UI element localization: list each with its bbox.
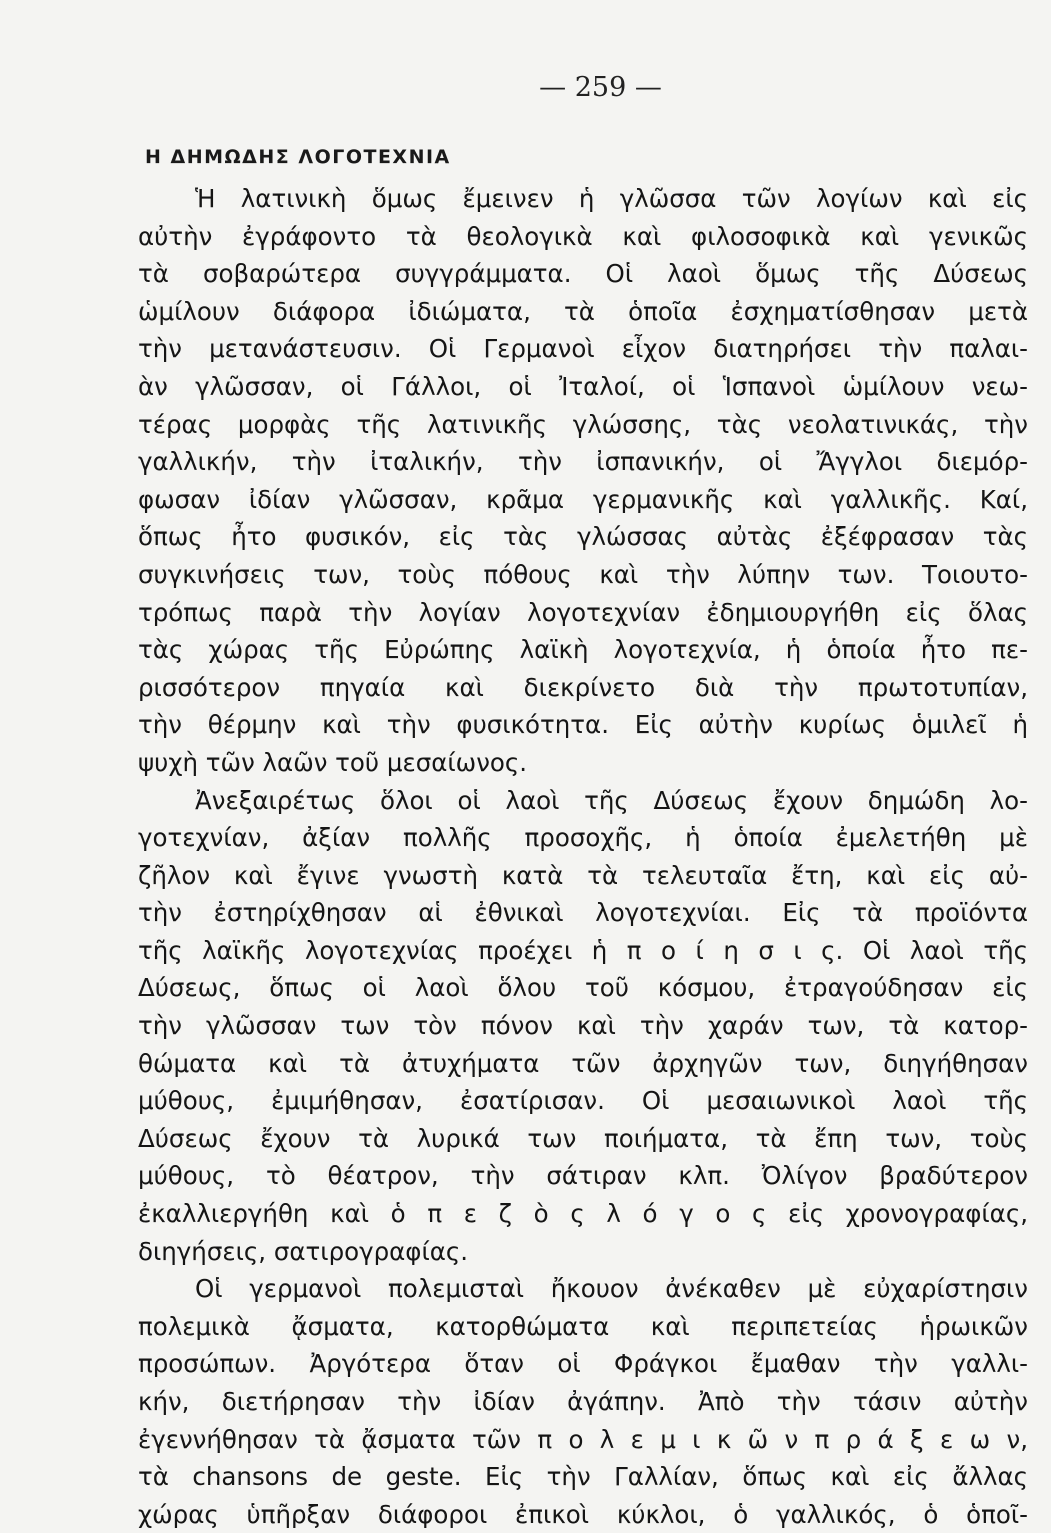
- text-line: ρισσότερον πηγαία καὶ διεκρίνετο διὰ τὴν πρωτοτυπίαν,: [138, 672, 1028, 702]
- text-line: τὴν μετανάστευσιν. Οἱ Γερμανοὶ εἶχον διατηρήσει τὴν παλαι-: [138, 334, 1028, 364]
- text-line: ψυχὴ τῶν λαῶν τοῦ μεσαίωνος.: [138, 747, 528, 777]
- text-line: τὴν γλῶσσαν των τὸν πόνον καὶ τὴν χαράν των, τὰ κατορ-: [138, 1011, 1028, 1041]
- text-line: γαλλικήν, τὴν ἰταλικήν, τὴν ἰσπανικήν, οἱ Ἄγγλοι διεμόρ-: [138, 447, 1028, 477]
- text-line: τὰ chansons de geste. Εἰς τὴν Γαλλίαν, ὅπως καὶ εἰς ἄλλας: [138, 1462, 1028, 1492]
- text-line: Δύσεως ἔχουν τὰ λυρικά των ποιήματα, τὰ ἔπη των, τοὺς: [138, 1123, 1028, 1153]
- text-line: μύθους, ἐμιμήθησαν, ἐσατίρισαν. Οἱ μεσαιωνικοὶ λαοὶ τῆς: [138, 1086, 1028, 1116]
- text-line: γοτεχνίαν, ἀξίαν πολλῆς προσοχῆς, ἡ ὁποία ἐμελετήθη μὲ: [138, 823, 1028, 853]
- text-line: συγκινήσεις των, τοὺς πόθους καὶ τὴν λύπην των. Τοιουτο-: [138, 559, 1028, 589]
- text-line: τὴν θέρμην καὶ τὴν φυσικότητα. Εἰς αὐτὴν κυρίως ὁμιλεῖ ἡ: [138, 710, 1028, 740]
- text-line: τὴν ἐστηρίχθησαν αἱ ἐθνικαὶ λογοτεχνίαι. Εἰς τὰ προϊόντα: [138, 898, 1028, 928]
- text-line: τὰ σοβαρώτερα συγγράμματα. Οἱ λαοὶ ὅμως τῆς Δύσεως: [138, 259, 1028, 289]
- text-line: ὡμίλουν διάφορα ἰδιώματα, τὰ ὁποῖα ἐσχηματίσθησαν μετὰ: [138, 296, 1028, 326]
- text-line: θώματα καὶ τὰ ἀτυχήματα τῶν ἀρχηγῶν των, διηγήθησαν: [138, 1048, 1028, 1078]
- text-line: κήν, διετήρησαν τὴν ἰδίαν ἀγάπην. Ἀπὸ τὴν τάσιν αὐτὴν: [138, 1387, 1028, 1416]
- text-line: χώρας ὑπῆρξαν διάφοροι ἐπικοὶ κύκλοι, ὁ γαλλικός, ὁ ὁποῖ-: [138, 1499, 1028, 1529]
- text-line: ζῆλον καὶ ἔγινε γνωστὴ κατὰ τὰ τελευταῖα ἔτη, καὶ εἰς αὐ-: [138, 860, 1028, 890]
- text-line: Δύσεως, ὅπως οἱ λαοὶ ὅλου τοῦ κόσμου, ἐτραγούδησαν εἰς: [138, 973, 1028, 1003]
- text-line: Ἀνεξαιρέτως ὅλοι οἱ λαοὶ τῆς Δύσεως ἔχουν δημώδη λο-: [195, 785, 1028, 815]
- text-line: τὰς χώρας τῆς Εὐρώπης λαϊκὴ λογοτεχνία, ἡ ὁποία ἦτο πε-: [138, 635, 1028, 665]
- section-heading: Η ΔΗΜΩΔΗΣ ΛΟΓΟΤΕΧΝΙΑ: [145, 146, 451, 168]
- text-line: ὰν γλῶσσαν, οἱ Γάλλοι, οἱ Ἰταλοί, οἱ Ἱσπανοὶ ὡμίλουν νεω-: [138, 371, 1028, 401]
- text-line: τέρας μορφὰς τῆς λατινικῆς γλώσσης, τὰς νεολατινικάς, τὴν: [138, 409, 1028, 439]
- text-line: μύθους, τὸ θέατρον, τὴν σάτιραν κλπ. Ὀλίγον βραδύτερον: [138, 1161, 1028, 1191]
- text-line: αὐτὴν ἐγράφοντο τὰ θεολογικὰ καὶ φιλοσοφικὰ καὶ γενικῶς: [138, 221, 1028, 251]
- text-line: τῆς λαϊκῆς λογοτεχνίας προέχει ἡ π ο ί η σ ι ς. Οἱ λαοὶ τῆς: [138, 935, 1028, 965]
- text-line: διηγήσεις, σατιρογραφίας.: [138, 1236, 469, 1266]
- text-line: φωσαν ἰδίαν γλῶσσαν, κρᾶμα γερμανικῆς καὶ γαλλικῆς. Καί,: [138, 484, 1028, 514]
- text-line: προσώπων. Ἀργότερα ὅταν οἱ Φράγκοι ἔμαθαν τὴν γαλλι-: [138, 1349, 1028, 1379]
- text-line: Ἡ λατινικὴ ὅμως ἔμεινεν ἡ γλῶσσα τῶν λογίων καὶ εἰς: [195, 184, 1028, 213]
- text-line: πολεμικὰ ᾄσματα, κατορθώματα καὶ περιπετείας ἡρωικῶν: [138, 1311, 1028, 1341]
- text-line: ἐγεννήθησαν τὰ ᾄσματα τῶν π ο λ ε μ ι κ ῶ ν π ρ ά ξ ε ω ν,: [138, 1424, 1028, 1454]
- text-line: Οἱ γερμανοὶ πολεμισταὶ ἤκουον ἀνέκαθεν μὲ εὐχαρίστησιν: [195, 1274, 1028, 1304]
- body-text: [138, 180, 1028, 1533]
- text-line: ἐκαλλιεργήθη καὶ ὁ π ε ζ ὸ ς λ ό γ ο ς εἰς χρονογραφίας,: [138, 1199, 1028, 1229]
- text-line: τρόπως παρὰ τὴν λογίαν λογοτεχνίαν ἐδημιουργήθη εἰς ὅλας: [138, 597, 1028, 627]
- text-line: ὅπως ἦτο φυσικόν, εἰς τὰς γλώσσας αὐτὰς ἐξέφρασαν τὰς: [138, 522, 1028, 552]
- page-number: — 259 —: [539, 72, 662, 103]
